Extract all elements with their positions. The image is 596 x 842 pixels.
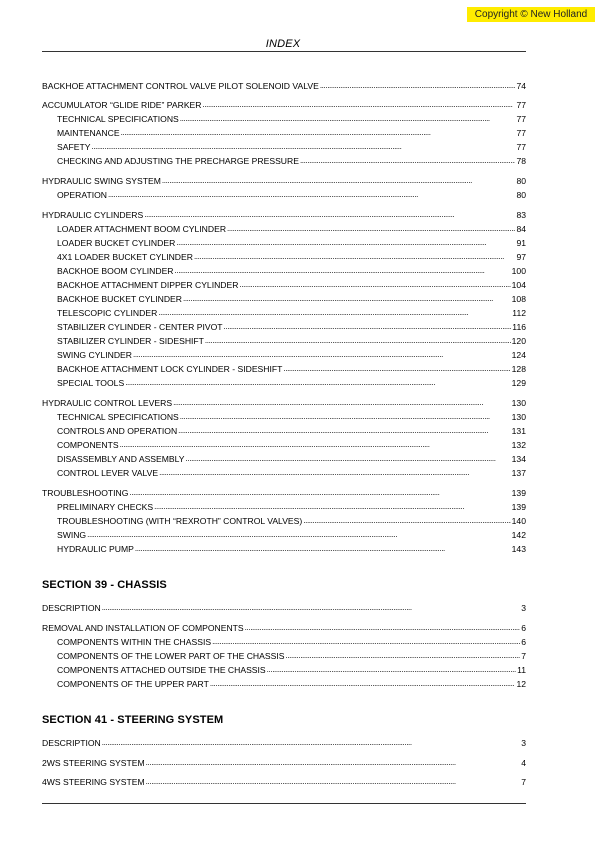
toc-entry[interactable]: 2WS STEERING SYSTEM . . . 4 [42,757,526,769]
page-title: INDEX [265,38,301,50]
toc-subentry[interactable]: BACKHOE BOOM CYLINDER . . . 100 [57,265,526,277]
toc-entry[interactable]: ACCUMULATOR “GLIDE RIDE” PARKER . . . 77 [42,99,526,111]
toc-subentry[interactable]: STABILIZER CYLINDER - CENTER PIVOT . . . 116 [57,321,526,333]
section-heading: SECTION 39 - CHASSIS [42,579,167,591]
header-rule [42,51,526,52]
toc-subentry[interactable]: SWING . . . 142 [57,529,526,541]
toc-subentry[interactable]: BACKHOE BUCKET CYLINDER . . . 108 [57,293,526,305]
toc-entry[interactable]: HYDRAULIC SWING SYSTEM . . . 80 [42,175,526,187]
toc-entry[interactable]: 4WS STEERING SYSTEM . . . 7 [42,776,526,788]
toc-entry[interactable]: DESCRIPTION . . . 3 [42,602,526,614]
toc-entry[interactable]: TROUBLESHOOTING . . . 139 [42,487,526,499]
copyright-badge: Copyright © New Holland [467,7,595,22]
toc-subentry[interactable]: LOADER BUCKET CYLINDER . . . 91 [57,237,526,249]
toc-subentry[interactable]: CHECKING AND ADJUSTING THE PRECHARGE PRESSURE . . . 78 [57,155,526,167]
toc-subentry[interactable]: SAFETY . . . 77 [57,141,526,153]
toc-subentry[interactable]: TECHNICAL SPECIFICATIONS . . . 130 [57,411,526,423]
toc-entry[interactable]: DESCRIPTION . . . 3 [42,737,526,749]
toc-subentry[interactable]: TELESCOPIC CYLINDER . . . 112 [57,307,526,319]
toc-subentry[interactable]: TROUBLESHOOTING (WITH “REXROTH” CONTROL VALVES) . . . 140 [57,515,526,527]
toc-subentry[interactable]: COMPONENTS . . . 132 [57,439,526,451]
toc-subentry[interactable]: COMPONENTS WITHIN THE CHASSIS . . . 6 [57,636,526,648]
toc-subentry[interactable]: BACKHOE ATTACHMENT LOCK CYLINDER - SIDESHIFT . . . 128 [57,363,526,375]
toc-entry[interactable]: HYDRAULIC CONTROL LEVERS . . . 130 [42,397,526,409]
toc-entry[interactable]: HYDRAULIC CYLINDERS . . . 83 [42,209,526,221]
toc-subentry[interactable]: DISASSEMBLY AND ASSEMBLY . . . 134 [57,453,526,465]
toc-subentry[interactable]: HYDRAULIC PUMP . . . 143 [57,543,526,555]
toc-subentry[interactable]: PRELIMINARY CHECKS . . . 139 [57,501,526,513]
toc-subentry[interactable]: STABILIZER CYLINDER - SIDESHIFT . . . 120 [57,335,526,347]
toc-subentry[interactable]: TECHNICAL SPECIFICATIONS . . . 77 [57,113,526,125]
toc-entry[interactable]: BACKHOE ATTACHMENT CONTROL VALVE PILOT SOLENOID VALVE . . . 74 [42,80,526,92]
toc-subentry[interactable]: MAINTENANCE . . . 77 [57,127,526,139]
toc-subentry[interactable]: SWING CYLINDER . . . 124 [57,349,526,361]
toc-subentry[interactable]: COMPONENTS ATTACHED OUTSIDE THE CHASSIS . . . 11 [57,664,526,676]
toc-subentry[interactable]: COMPONENTS OF THE LOWER PART OF THE CHASSIS . . . 7 [57,650,526,662]
toc-entry[interactable]: REMOVAL AND INSTALLATION OF COMPONENTS . . . 6 [42,622,526,634]
section-heading: SECTION 41 - STEERING SYSTEM [42,714,224,726]
toc-subentry[interactable]: CONTROL LEVER VALVE . . . 137 [57,467,526,479]
toc-subentry[interactable]: COMPONENTS OF THE UPPER PART . . . 12 [57,678,526,690]
footer-rule [42,803,526,804]
toc-subentry[interactable]: CONTROLS AND OPERATION . . . 131 [57,425,526,437]
toc-subentry[interactable]: BACKHOE ATTACHMENT DIPPER CYLINDER . . . 104 [57,279,526,291]
toc-subentry[interactable]: OPERATION . . . 80 [57,189,526,201]
toc-subentry[interactable]: LOADER ATTACHMENT BOOM CYLINDER . . . 84 [57,223,526,235]
toc-subentry[interactable]: 4X1 LOADER BUCKET CYLINDER . . . 97 [57,251,526,263]
toc-subentry[interactable]: SPECIAL TOOLS . . . 129 [57,377,526,389]
